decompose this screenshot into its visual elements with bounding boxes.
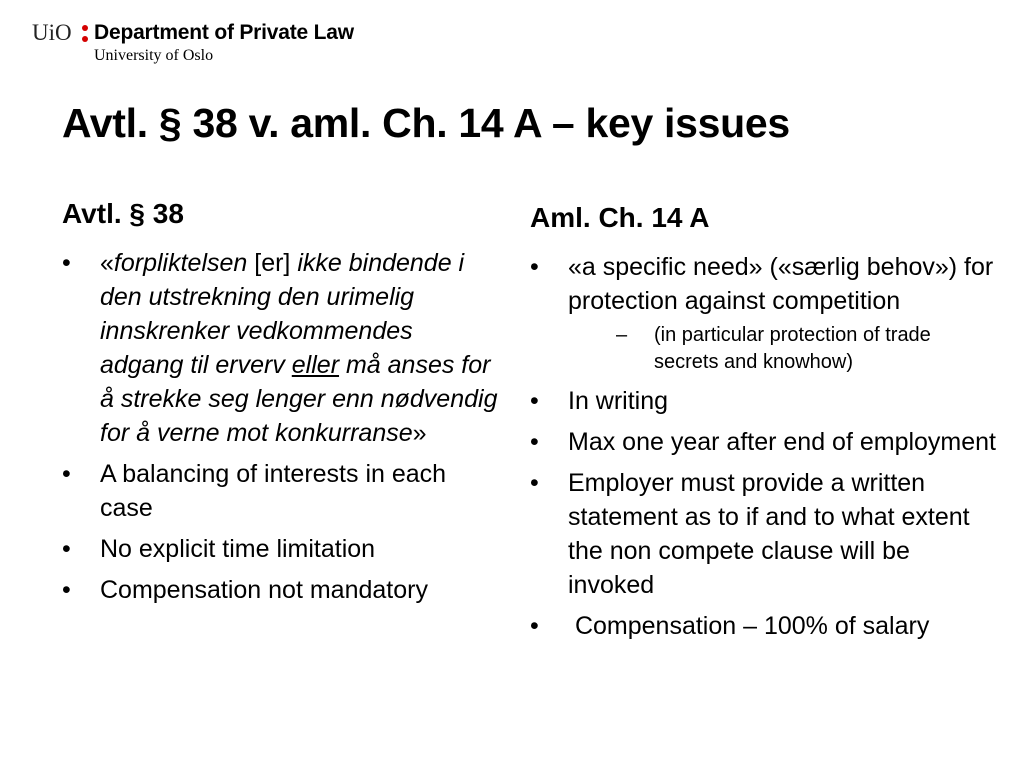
right-column: [530, 202, 1000, 650]
quote-part-1: forpliktelsen: [113, 249, 248, 277]
quote-part-3: ikke bindende i den utstrekning den urimelig innskrenker vedkommendes adgang til erverv: [100, 249, 465, 379]
quote-part-4: eller: [291, 351, 340, 379]
quote-part-2: [er]: [247, 249, 298, 277]
colon-dot-top: [82, 25, 88, 31]
quote-open-mark: «: [100, 249, 114, 277]
right-bullet-item: • Compensation – 100% of salary: [530, 609, 1000, 643]
right-sub-bullet-item: – (in particular protection of trade secrets and knowhow): [616, 322, 1000, 376]
left-bullet-item: • Compensation not mandatory: [62, 573, 502, 607]
right-sub-list: [568, 322, 1000, 376]
left-bullet-list: [62, 246, 502, 607]
uio-wordmark: UiO: [32, 20, 72, 45]
right-bullet-item: • In writing: [530, 384, 1000, 418]
right-column-heading: Aml. Ch. 14 A: [530, 202, 710, 233]
quote-close-mark: »: [412, 419, 427, 447]
quote-part-5: må anses for å strekke seg lenger enn nødvendig for å verne mot konkurranse: [100, 351, 498, 447]
right-bullet-list: [530, 250, 1000, 643]
right-bullet-item: • Employer must provide a written statement as to if and to what extent the non compete clause will be invoked: [530, 466, 1000, 602]
slide-title: Avtl. § 38 v. aml. Ch. 14 A – key issues: [62, 100, 790, 146]
left-bullet-item: • No explicit time limitation: [62, 532, 502, 566]
university-name: University of Oslo: [94, 47, 214, 64]
left-bullet-item: • A balancing of interests in each case: [62, 457, 502, 525]
right-bullet-item: • Max one year after end of employment: [530, 425, 1000, 459]
colon-dot-bottom: [82, 36, 88, 42]
left-column-heading: Avtl. § 38: [62, 198, 184, 229]
quote-bullet: [62, 246, 502, 450]
left-column: [62, 198, 502, 614]
department-name: Department of Private Law: [94, 21, 354, 44]
uio-colon-mark: [82, 24, 88, 44]
right-bullet-item: [530, 250, 1000, 376]
right-bullet-text: «a specific need» («særlig behov») for protection against competition: [568, 253, 994, 315]
